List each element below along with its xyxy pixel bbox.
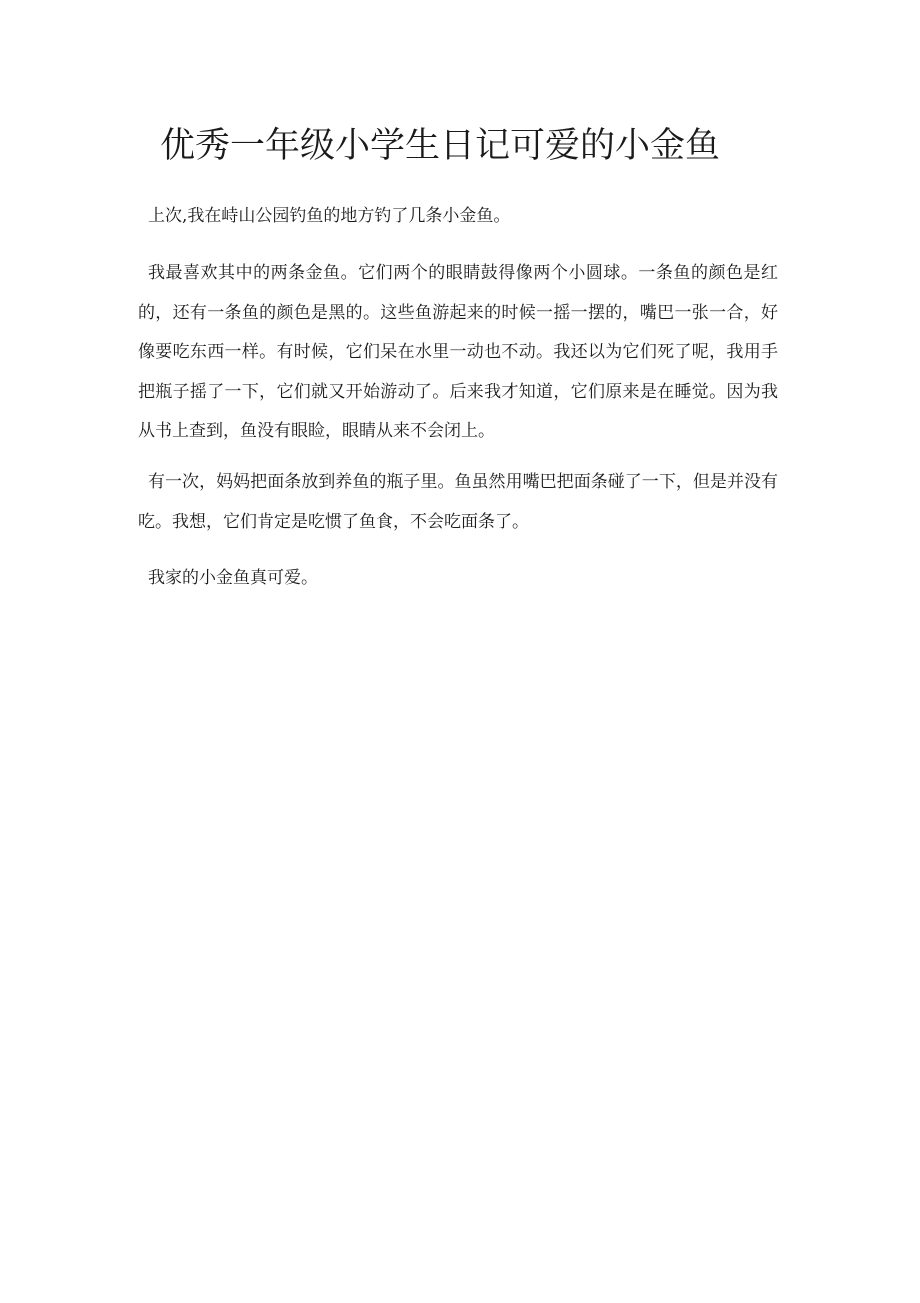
- paragraph-1: 上次,我在峙山公园钓鱼的地方钓了几条小金鱼。: [148, 206, 511, 226]
- paragraph-3: 有一次，妈妈把面条放到养鱼的瓶子里。鱼虽然用嘴巴把面条碰了一下，但是并没有吃。我想，它们肯定是吃惯了鱼食，不会吃面条了。: [138, 472, 778, 532]
- paragraph-4: 我家的小金鱼真可爱。: [148, 568, 318, 588]
- paragraph-2: 我最喜欢其中的两条金鱼。它们两个的眼睛鼓得像两个小圆球。一条鱼的颜色是红的，还有一条鱼的颜色是黑的。这些鱼游起来的时候一摇一摆的，嘴巴一张一合，好像要吃东西一样。有时候，它们呆在水里一动也不动。我还以为它们死了呢，我用手把瓶子摇了一下，它们就又开始游动了。后来我才知道，它们原来是在睡觉。因为我从书上查到，鱼没有眼睑，眼睛从来不会闭上。: [138, 263, 778, 441]
- document-title: 优秀一年级小学生日记可爱的小金鱼: [160, 126, 721, 166]
